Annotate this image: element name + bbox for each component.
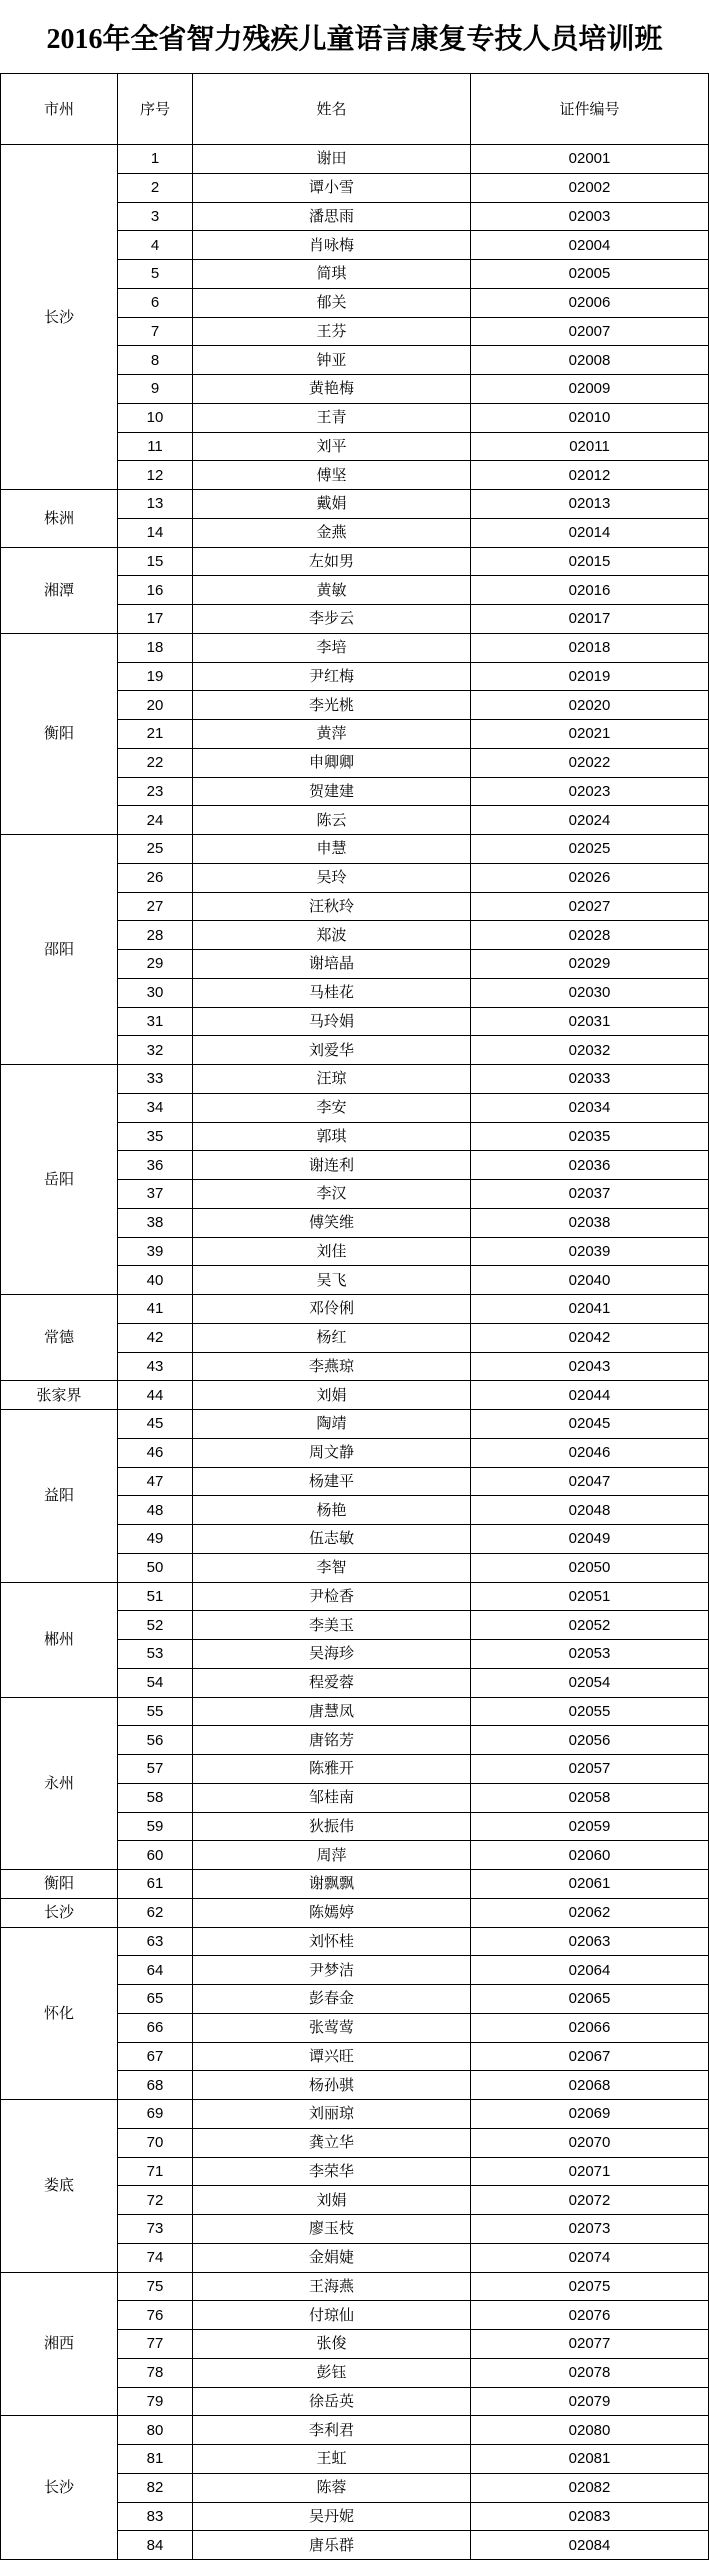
seq-cell: 14 [118, 519, 193, 548]
name-cell: 张俊 [193, 2330, 471, 2359]
name-cell: 刘娟 [193, 2186, 471, 2215]
name-cell: 尹检香 [193, 1583, 471, 1612]
name-cell: 杨孙骐 [193, 2071, 471, 2100]
name-cell: 李荣华 [193, 2158, 471, 2187]
city-cell: 怀化 [1, 1928, 118, 2101]
seq-cell: 61 [118, 1870, 193, 1899]
name-cell: 尹梦洁 [193, 1956, 471, 1985]
seq-cell: 72 [118, 2186, 193, 2215]
id-cell: 02040 [471, 1266, 709, 1295]
seq-cell: 40 [118, 1266, 193, 1295]
seq-cell: 84 [118, 2531, 193, 2560]
name-cell: 王海燕 [193, 2273, 471, 2302]
name-cell: 彭钰 [193, 2359, 471, 2388]
seq-cell: 63 [118, 1928, 193, 1957]
seq-cell: 30 [118, 979, 193, 1008]
seq-cell: 13 [118, 490, 193, 519]
seq-cell: 55 [118, 1698, 193, 1727]
name-cell: 戴娟 [193, 490, 471, 519]
name-cell: 申卿卿 [193, 749, 471, 778]
id-cell: 02051 [471, 1583, 709, 1612]
name-cell: 李利君 [193, 2416, 471, 2445]
seq-cell: 51 [118, 1583, 193, 1612]
id-cell: 02021 [471, 720, 709, 749]
seq-cell: 65 [118, 1985, 193, 2014]
city-cell: 永州 [1, 1698, 118, 1871]
id-cell: 02053 [471, 1640, 709, 1669]
seq-cell: 47 [118, 1468, 193, 1497]
city-cell: 张家界 [1, 1381, 118, 1410]
city-cell: 衡阳 [1, 1870, 118, 1899]
city-cell: 衡阳 [1, 634, 118, 835]
id-cell: 02024 [471, 806, 709, 835]
seq-cell: 27 [118, 893, 193, 922]
seq-cell: 78 [118, 2359, 193, 2388]
name-cell: 刘怀桂 [193, 1928, 471, 1957]
seq-cell: 49 [118, 1525, 193, 1554]
id-cell: 02081 [471, 2445, 709, 2474]
seq-cell: 62 [118, 1899, 193, 1928]
name-cell: 陈云 [193, 806, 471, 835]
id-cell: 02014 [471, 519, 709, 548]
seq-cell: 8 [118, 346, 193, 375]
name-cell: 肖咏梅 [193, 231, 471, 260]
name-cell: 谢飘飘 [193, 1870, 471, 1899]
name-cell: 狄振伟 [193, 1813, 471, 1842]
city-cell: 湘西 [1, 2273, 118, 2417]
id-cell: 02050 [471, 1554, 709, 1583]
seq-cell: 24 [118, 806, 193, 835]
name-cell: 王芬 [193, 318, 471, 347]
id-cell: 02019 [471, 663, 709, 692]
name-cell: 杨艳 [193, 1496, 471, 1525]
seq-cell: 34 [118, 1094, 193, 1123]
name-cell: 刘平 [193, 433, 471, 462]
seq-cell: 39 [118, 1238, 193, 1267]
name-cell: 王虹 [193, 2445, 471, 2474]
seq-cell: 74 [118, 2244, 193, 2273]
id-cell: 02008 [471, 346, 709, 375]
id-cell: 02039 [471, 1238, 709, 1267]
id-cell: 02022 [471, 749, 709, 778]
name-cell: 汪琼 [193, 1065, 471, 1094]
seq-cell: 64 [118, 1956, 193, 1985]
id-cell: 02028 [471, 921, 709, 950]
seq-cell: 10 [118, 404, 193, 433]
id-cell: 02010 [471, 404, 709, 433]
seq-cell: 32 [118, 1036, 193, 1065]
name-cell: 邓伶俐 [193, 1295, 471, 1324]
name-cell: 周文静 [193, 1439, 471, 1468]
seq-cell: 68 [118, 2071, 193, 2100]
id-cell: 02036 [471, 1151, 709, 1180]
id-cell: 02057 [471, 1755, 709, 1784]
name-cell: 吴丹妮 [193, 2503, 471, 2532]
seq-cell: 21 [118, 720, 193, 749]
seq-cell: 17 [118, 605, 193, 634]
id-cell: 02038 [471, 1209, 709, 1238]
name-cell: 吴海珍 [193, 1640, 471, 1669]
id-cell: 02029 [471, 950, 709, 979]
seq-cell: 71 [118, 2158, 193, 2187]
roster-table [0, 73, 709, 2560]
id-cell: 02048 [471, 1496, 709, 1525]
id-cell: 02031 [471, 1008, 709, 1037]
id-cell: 02030 [471, 979, 709, 1008]
id-cell: 02026 [471, 864, 709, 893]
name-cell: 李燕琼 [193, 1353, 471, 1382]
name-cell: 刘爱华 [193, 1036, 471, 1065]
id-cell: 02067 [471, 2043, 709, 2072]
name-cell: 钟亚 [193, 346, 471, 375]
seq-cell: 57 [118, 1755, 193, 1784]
name-cell: 郭琪 [193, 1123, 471, 1152]
id-cell: 02069 [471, 2100, 709, 2129]
seq-cell: 81 [118, 2445, 193, 2474]
name-cell: 李安 [193, 1094, 471, 1123]
id-cell: 02062 [471, 1899, 709, 1928]
id-cell: 02043 [471, 1353, 709, 1382]
id-cell: 02013 [471, 490, 709, 519]
name-cell: 唐慧凤 [193, 1698, 471, 1727]
seq-cell: 79 [118, 2388, 193, 2417]
id-cell: 02001 [471, 145, 709, 174]
city-cell: 长沙 [1, 2416, 118, 2560]
id-cell: 02078 [471, 2359, 709, 2388]
id-cell: 02037 [471, 1180, 709, 1209]
city-cell: 湘潭 [1, 548, 118, 634]
id-cell: 02074 [471, 2244, 709, 2273]
name-cell: 傅坚 [193, 461, 471, 490]
name-cell: 刘娟 [193, 1381, 471, 1410]
seq-cell: 38 [118, 1209, 193, 1238]
id-cell: 02020 [471, 691, 709, 720]
name-cell: 陈雅开 [193, 1755, 471, 1784]
name-cell: 左如男 [193, 548, 471, 577]
id-cell: 02049 [471, 1525, 709, 1554]
seq-cell: 29 [118, 950, 193, 979]
id-cell: 02002 [471, 174, 709, 203]
seq-cell: 45 [118, 1410, 193, 1439]
id-cell: 02025 [471, 835, 709, 864]
seq-cell: 19 [118, 663, 193, 692]
seq-cell: 43 [118, 1353, 193, 1382]
id-cell: 02065 [471, 1985, 709, 2014]
id-cell: 02011 [471, 433, 709, 462]
seq-cell: 73 [118, 2215, 193, 2244]
id-cell: 02033 [471, 1065, 709, 1094]
seq-cell: 11 [118, 433, 193, 462]
seq-cell: 9 [118, 375, 193, 404]
city-cell: 长沙 [1, 1899, 118, 1928]
name-cell: 黄萍 [193, 720, 471, 749]
seq-cell: 50 [118, 1554, 193, 1583]
id-cell: 02080 [471, 2416, 709, 2445]
name-cell: 彭春金 [193, 1985, 471, 2014]
city-cell: 邵阳 [1, 835, 118, 1065]
seq-cell: 77 [118, 2330, 193, 2359]
id-cell: 02084 [471, 2531, 709, 2560]
city-cell: 郴州 [1, 1583, 118, 1698]
seq-cell: 67 [118, 2043, 193, 2072]
seq-cell: 66 [118, 2014, 193, 2043]
name-cell: 谭兴旺 [193, 2043, 471, 2072]
seq-cell: 83 [118, 2503, 193, 2532]
seq-cell: 23 [118, 778, 193, 807]
name-cell: 吴玲 [193, 864, 471, 893]
header-city: 市州 [1, 74, 118, 145]
name-cell: 潘思雨 [193, 203, 471, 232]
id-cell: 02055 [471, 1698, 709, 1727]
seq-cell: 42 [118, 1324, 193, 1353]
seq-cell: 60 [118, 1841, 193, 1870]
name-cell: 陈蓉 [193, 2474, 471, 2503]
name-cell: 李美玉 [193, 1611, 471, 1640]
header-seq: 序号 [118, 74, 193, 145]
name-cell: 周萍 [193, 1841, 471, 1870]
seq-cell: 3 [118, 203, 193, 232]
id-cell: 02066 [471, 2014, 709, 2043]
seq-cell: 41 [118, 1295, 193, 1324]
name-cell: 吴飞 [193, 1266, 471, 1295]
seq-cell: 5 [118, 260, 193, 289]
id-cell: 02061 [471, 1870, 709, 1899]
id-cell: 02052 [471, 1611, 709, 1640]
seq-cell: 25 [118, 835, 193, 864]
name-cell: 汪秋玲 [193, 893, 471, 922]
seq-cell: 33 [118, 1065, 193, 1094]
seq-cell: 37 [118, 1180, 193, 1209]
id-cell: 02044 [471, 1381, 709, 1410]
name-cell: 黄艳梅 [193, 375, 471, 404]
id-cell: 02060 [471, 1841, 709, 1870]
seq-cell: 56 [118, 1726, 193, 1755]
id-cell: 02041 [471, 1295, 709, 1324]
city-cell: 常德 [1, 1295, 118, 1381]
name-cell: 谢培晶 [193, 950, 471, 979]
id-cell: 02079 [471, 2388, 709, 2417]
seq-cell: 28 [118, 921, 193, 950]
name-cell: 谢连利 [193, 1151, 471, 1180]
seq-cell: 36 [118, 1151, 193, 1180]
name-cell: 简琪 [193, 260, 471, 289]
id-cell: 02007 [471, 318, 709, 347]
id-cell: 02058 [471, 1784, 709, 1813]
name-cell: 李培 [193, 634, 471, 663]
id-cell: 02012 [471, 461, 709, 490]
name-cell: 龚立华 [193, 2129, 471, 2158]
name-cell: 陶靖 [193, 1410, 471, 1439]
id-cell: 02054 [471, 1669, 709, 1698]
seq-cell: 15 [118, 548, 193, 577]
name-cell: 黄敏 [193, 576, 471, 605]
seq-cell: 4 [118, 231, 193, 260]
city-cell: 娄底 [1, 2100, 118, 2273]
id-cell: 02083 [471, 2503, 709, 2532]
seq-cell: 52 [118, 1611, 193, 1640]
id-cell: 02068 [471, 2071, 709, 2100]
seq-cell: 18 [118, 634, 193, 663]
id-cell: 02070 [471, 2129, 709, 2158]
seq-cell: 2 [118, 174, 193, 203]
name-cell: 申慧 [193, 835, 471, 864]
id-cell: 02075 [471, 2273, 709, 2302]
seq-cell: 31 [118, 1008, 193, 1037]
page-title: 2016年全省智力残疾儿童语言康复专技人员培训班 [46, 23, 663, 55]
name-cell: 邹桂南 [193, 1784, 471, 1813]
seq-cell: 22 [118, 749, 193, 778]
name-cell: 马桂花 [193, 979, 471, 1008]
name-cell: 金娟婕 [193, 2244, 471, 2273]
seq-cell: 46 [118, 1439, 193, 1468]
name-cell: 张莺莺 [193, 2014, 471, 2043]
name-cell: 贺建建 [193, 778, 471, 807]
seq-cell: 70 [118, 2129, 193, 2158]
id-cell: 02046 [471, 1439, 709, 1468]
name-cell: 伍志敏 [193, 1525, 471, 1554]
id-cell: 02082 [471, 2474, 709, 2503]
name-cell: 郑波 [193, 921, 471, 950]
name-cell: 金燕 [193, 519, 471, 548]
seq-cell: 16 [118, 576, 193, 605]
seq-cell: 80 [118, 2416, 193, 2445]
seq-cell: 7 [118, 318, 193, 347]
id-cell: 02056 [471, 1726, 709, 1755]
id-cell: 02042 [471, 1324, 709, 1353]
city-cell: 长沙 [1, 145, 118, 490]
name-cell: 杨建平 [193, 1468, 471, 1497]
name-cell: 唐乐群 [193, 2531, 471, 2560]
name-cell: 李智 [193, 1554, 471, 1583]
header-name: 姓名 [193, 74, 471, 145]
name-cell: 马玲娟 [193, 1008, 471, 1037]
seq-cell: 6 [118, 289, 193, 318]
id-cell: 02064 [471, 1956, 709, 1985]
name-cell: 唐铭芳 [193, 1726, 471, 1755]
seq-cell: 82 [118, 2474, 193, 2503]
name-cell: 李光桃 [193, 691, 471, 720]
seq-cell: 26 [118, 864, 193, 893]
id-cell: 02072 [471, 2186, 709, 2215]
id-cell: 02015 [471, 548, 709, 577]
id-cell: 02032 [471, 1036, 709, 1065]
id-cell: 02005 [471, 260, 709, 289]
seq-cell: 54 [118, 1669, 193, 1698]
id-cell: 02027 [471, 893, 709, 922]
name-cell: 徐岳英 [193, 2388, 471, 2417]
id-cell: 02016 [471, 576, 709, 605]
seq-cell: 1 [118, 145, 193, 174]
seq-cell: 44 [118, 1381, 193, 1410]
id-cell: 02071 [471, 2158, 709, 2187]
id-cell: 02006 [471, 289, 709, 318]
name-cell: 刘丽琼 [193, 2100, 471, 2129]
header-id: 证件编号 [471, 74, 709, 145]
name-cell: 谢田 [193, 145, 471, 174]
seq-cell: 58 [118, 1784, 193, 1813]
name-cell: 杨红 [193, 1324, 471, 1353]
id-cell: 02009 [471, 375, 709, 404]
seq-cell: 20 [118, 691, 193, 720]
seq-cell: 12 [118, 461, 193, 490]
seq-cell: 69 [118, 2100, 193, 2129]
id-cell: 02017 [471, 605, 709, 634]
seq-cell: 48 [118, 1496, 193, 1525]
name-cell: 傅笑维 [193, 1209, 471, 1238]
id-cell: 02059 [471, 1813, 709, 1842]
name-cell: 李汉 [193, 1180, 471, 1209]
id-cell: 02045 [471, 1410, 709, 1439]
name-cell: 郁关 [193, 289, 471, 318]
name-cell: 刘佳 [193, 1238, 471, 1267]
name-cell: 王青 [193, 404, 471, 433]
seq-cell: 75 [118, 2273, 193, 2302]
id-cell: 02076 [471, 2301, 709, 2330]
seq-cell: 76 [118, 2301, 193, 2330]
seq-cell: 59 [118, 1813, 193, 1842]
name-cell: 尹红梅 [193, 663, 471, 692]
name-cell: 谭小雪 [193, 174, 471, 203]
id-cell: 02004 [471, 231, 709, 260]
city-cell: 岳阳 [1, 1065, 118, 1295]
seq-cell: 35 [118, 1123, 193, 1152]
name-cell: 陈嫣婷 [193, 1899, 471, 1928]
id-cell: 02047 [471, 1468, 709, 1497]
city-cell: 株洲 [1, 490, 118, 548]
name-cell: 程爱蓉 [193, 1669, 471, 1698]
city-cell: 益阳 [1, 1410, 118, 1583]
id-cell: 02003 [471, 203, 709, 232]
id-cell: 02035 [471, 1123, 709, 1152]
id-cell: 02023 [471, 778, 709, 807]
id-cell: 02018 [471, 634, 709, 663]
id-cell: 02063 [471, 1928, 709, 1957]
name-cell: 廖玉枝 [193, 2215, 471, 2244]
name-cell: 李步云 [193, 605, 471, 634]
id-cell: 02034 [471, 1094, 709, 1123]
seq-cell: 53 [118, 1640, 193, 1669]
name-cell: 付琼仙 [193, 2301, 471, 2330]
id-cell: 02073 [471, 2215, 709, 2244]
id-cell: 02077 [471, 2330, 709, 2359]
